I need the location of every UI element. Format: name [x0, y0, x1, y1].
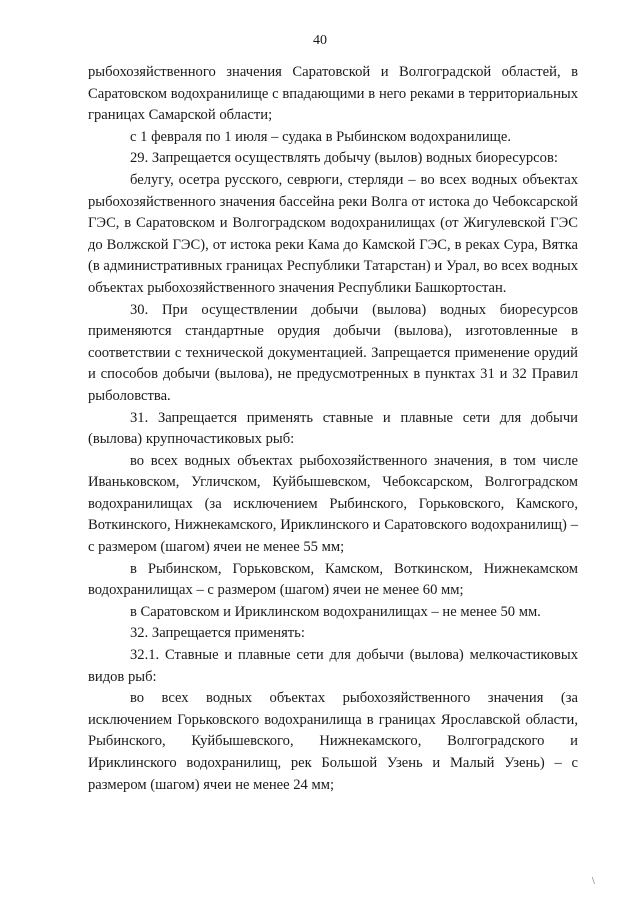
- paragraph-continuation: рыбохозяйственного значения Саратовской и Волгоградской областей, в Саратовском водохранилище с впадающими в него реками в территориальных границах Самарской области;: [88, 64, 578, 124]
- document-body: [88, 62, 578, 796]
- paragraph: в Рыбинском, Горьковском, Камском, Воткинском, Нижнекамском водохранилищах – с размером (шагом) ячеи не менее 60 мм;: [88, 560, 578, 599]
- paragraph-clause-30: 30. При осуществлении добычи (вылова) водных биоресурсов применяются стандартные орудия добычи (вылова), изготовленные в соответствии с технической документацией. Запрещается применение орудий и способов добычи (вылова), не предусмотренных в пунктах 31 и 32 Правил рыболовства.: [88, 301, 578, 404]
- paragraph: белугу, осетра русского, севрюги, стерляди – во всех водных объектах рыбохозяйственного значения бассейна реки Волга от истока до Чебоксарской ГЭС, в Саратовском и Волгоградском водохранилищах (от Жигулевской ГЭС до Волжской ГЭС), от истока реки Кама до Камской ГЭС, в реках Сура, Вятка (в административных границах Республики Татарстан) и Урал, во всех водных объектах рыбохозяйственного значения Республики Башкортостан.: [88, 171, 578, 296]
- paragraph: во всех водных объектах рыбохозяйственного значения (за исключением Горьковского водохранилища в границах Ярославской области, Рыбинского, Куйбышевского, Нижнекамского, Волгоградского и Ириклинского водохранилищ, рек Большой Узень и Малый Узень) – с размером (шагом) ячеи не менее 24 мм;: [88, 690, 578, 793]
- paragraph: во всех водных объектах рыбохозяйственного значения, в том числе Иваньковском, Угличском, Куйбышевском, Чебоксарском, Волгоградском водохранилищах (за исключением Рыбинского, Горьковского, Камского, Воткинского, Нижнекамского, Ириклинского и Саратовского водохранилищ) – с размером (шагом) ячеи не менее 55 мм;: [88, 452, 578, 556]
- paragraph-clause-29: 29. Запрещается осуществлять добычу (вылов) водных биоресурсов:: [130, 150, 558, 167]
- page-number: 40: [313, 33, 327, 48]
- paragraph-clause-32-1: 32.1. Ставные и плавные сети для добычи (вылова) мелкочастиковых видов рыб:: [88, 647, 578, 685]
- scan-mark: \: [592, 876, 595, 887]
- paragraph: в Саратовском и Ириклинском водохранилищах – не менее 50 мм.: [130, 603, 541, 620]
- paragraph-clause-31: 31. Запрещается применять ставные и плавные сети для добычи (вылова) крупночастиковых рыб:: [88, 409, 578, 448]
- paragraph-clause-32: 32. Запрещается применять:: [130, 625, 305, 642]
- paragraph: с 1 февраля по 1 июля – судака в Рыбинском водохранилище.: [130, 128, 512, 145]
